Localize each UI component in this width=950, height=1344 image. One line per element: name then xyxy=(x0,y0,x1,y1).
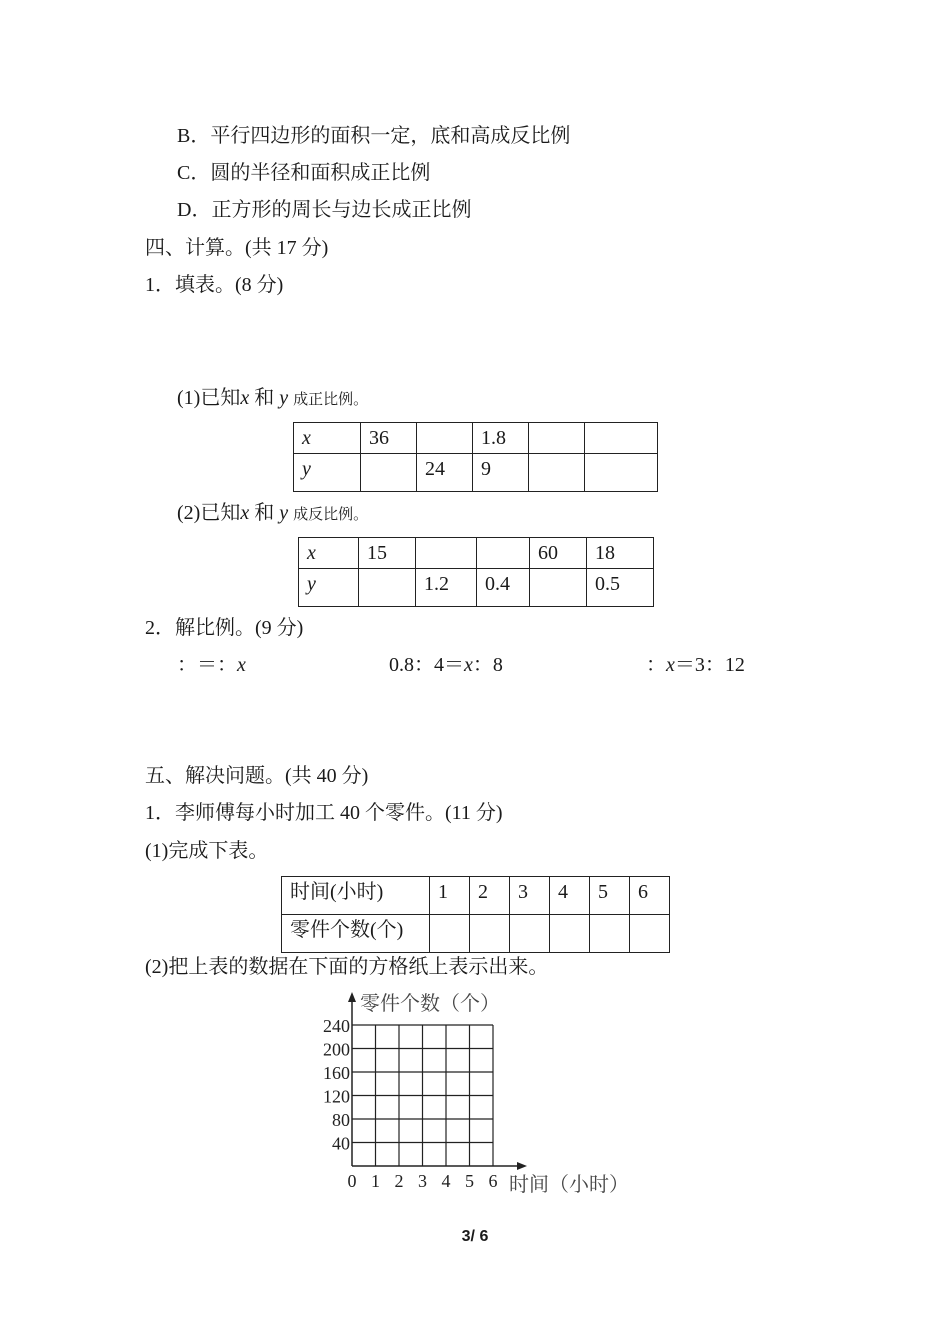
inverse-table xyxy=(298,537,654,607)
y-tick-label: 80 xyxy=(332,1110,350,1130)
table-row xyxy=(294,423,658,454)
table-cell: 18 xyxy=(587,538,654,569)
table-cell xyxy=(530,569,587,607)
page-number: 3/ 6 xyxy=(461,1228,489,1245)
section-4-title: 四、计算。(共 17 分) xyxy=(145,237,329,259)
var-x: x xyxy=(666,654,675,676)
table-row xyxy=(294,454,658,492)
x-tick-label: 2 xyxy=(394,1171,404,1191)
y-tick-label: 120 xyxy=(323,1086,350,1107)
equation-2 xyxy=(389,653,503,677)
table-cell xyxy=(590,915,630,953)
table-cell: x xyxy=(294,423,361,454)
table-cell: 1.8 xyxy=(473,423,529,454)
table-row xyxy=(282,915,670,953)
x-tick-label: 1 xyxy=(371,1171,380,1191)
table-cell: y xyxy=(294,454,361,492)
proportional-table xyxy=(293,422,658,492)
table-cell: 1.2 xyxy=(416,569,477,607)
table-row xyxy=(299,538,654,569)
x-axis-title: 时间（小时） xyxy=(509,1174,629,1196)
option-d: D．正方形的周长与边长成正比例 xyxy=(177,199,472,221)
question-4-2: 2．解比例。(9 分) xyxy=(145,617,304,639)
sub2-suffix: 成反比例。 xyxy=(293,507,369,523)
table-cell xyxy=(470,915,510,953)
x-axis-arrow xyxy=(517,1162,527,1170)
table-cell xyxy=(585,423,658,454)
table-cell: 1 xyxy=(430,877,470,915)
equation-3 xyxy=(646,653,745,677)
table-cell: 3 xyxy=(510,877,550,915)
y-tick-label: 40 xyxy=(332,1133,350,1154)
sub-question-4-1-2 xyxy=(177,501,368,527)
table-cell: y xyxy=(299,569,359,607)
parts-table xyxy=(281,876,670,953)
table-cell: 时间(小时) xyxy=(282,877,430,915)
table-cell: 15 xyxy=(359,538,416,569)
eq3-tail: ＝3：12 xyxy=(674,654,745,676)
question-5-1: 1．李师傅每小时加工 40 个零件。(11 分) xyxy=(145,802,503,824)
table-cell xyxy=(510,915,550,953)
question-4-1: 1．填表。(8 分) xyxy=(145,274,284,296)
sub2-he: 和 xyxy=(254,502,275,524)
x-tick-label: 5 xyxy=(465,1171,474,1191)
chart-grid xyxy=(352,1025,493,1166)
var-y: y xyxy=(279,387,289,409)
section-5-title: 五、解决问题。(共 40 分) xyxy=(145,765,369,787)
table-cell xyxy=(529,423,585,454)
table-cell: 6 xyxy=(630,877,670,915)
table-cell: 9 xyxy=(473,454,529,492)
sub1-prefix: (1)已知 xyxy=(177,387,241,409)
table-cell xyxy=(477,538,530,569)
y-tick-label: 200 xyxy=(323,1039,350,1060)
table-cell xyxy=(550,915,590,953)
y-axis-title: 零件个数（个） xyxy=(360,993,500,1015)
sub2-prefix: (2)已知 xyxy=(177,502,241,524)
y-axis-arrow xyxy=(348,992,356,1002)
y-tick-label: 240 xyxy=(323,1016,350,1036)
var-x: x xyxy=(464,654,473,676)
table-cell xyxy=(585,454,658,492)
table-cell xyxy=(361,454,417,492)
eq2-text: 0.8：4＝ xyxy=(389,654,464,676)
table-cell xyxy=(417,423,473,454)
sub1-suffix: 成正比例。 xyxy=(293,392,369,408)
sub-question-5-1-1: (1)完成下表。 xyxy=(145,840,269,862)
eq2-tail: ：8 xyxy=(472,654,503,676)
table-cell: 60 xyxy=(530,538,587,569)
table-cell: 0.5 xyxy=(587,569,654,607)
var-y: y xyxy=(279,502,289,524)
table-cell: 2 xyxy=(470,877,510,915)
sub-question-4-1-1 xyxy=(177,386,368,412)
table-cell xyxy=(630,915,670,953)
table-cell xyxy=(416,538,477,569)
x-tick-label: 4 xyxy=(441,1171,451,1191)
option-c: C．圆的半径和面积成正比例 xyxy=(177,162,431,184)
sub-question-5-1-2: (2)把上表的数据在下面的方格纸上表示出来。 xyxy=(145,956,549,978)
x-tick-label: 0 xyxy=(347,1171,357,1191)
table-cell: 5 xyxy=(590,877,630,915)
table-cell xyxy=(430,915,470,953)
table-cell: 零件个数(个) xyxy=(282,915,430,953)
x-tick-label: 6 xyxy=(488,1171,498,1191)
var-x: x xyxy=(240,387,250,409)
table-cell: 36 xyxy=(361,423,417,454)
table-cell: 24 xyxy=(417,454,473,492)
var-x: x xyxy=(237,654,246,676)
sub1-he: 和 xyxy=(254,387,275,409)
var-x: x xyxy=(240,502,250,524)
chart-axes xyxy=(348,992,527,1170)
eq1-text: ：＝： xyxy=(177,654,237,676)
table-row xyxy=(282,877,670,915)
table-cell: 0.4 xyxy=(477,569,530,607)
table-cell xyxy=(359,569,416,607)
eq3-text: ： xyxy=(646,654,666,676)
grid-chart xyxy=(300,988,660,1208)
table-cell xyxy=(529,454,585,492)
table-row xyxy=(299,569,654,607)
table-cell: 4 xyxy=(550,877,590,915)
table-cell: x xyxy=(299,538,359,569)
option-b: B．平行四边形的面积一定，底和高成反比例 xyxy=(177,125,571,147)
x-tick-label: 3 xyxy=(418,1171,427,1191)
equation-1 xyxy=(177,653,246,677)
y-tick-label: 160 xyxy=(323,1063,350,1083)
